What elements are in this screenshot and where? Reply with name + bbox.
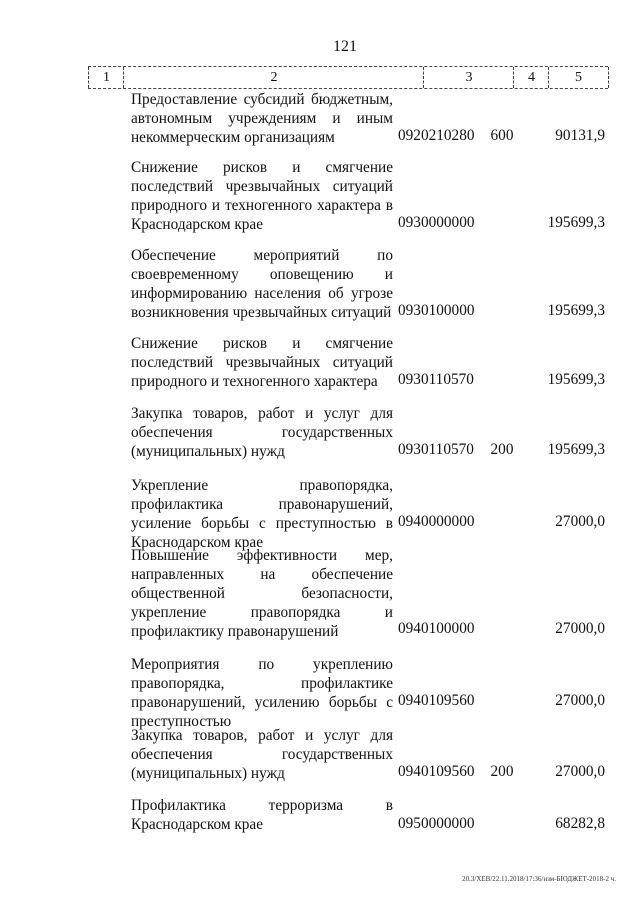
- row-type: 200: [490, 441, 514, 458]
- row-amount: 27000,0: [555, 620, 605, 637]
- row-description: Закупка товаров, работ и услуг для обеспечения государственных (муниципальных) нужд: [131, 405, 393, 460]
- row-amount: 27000,0: [555, 763, 605, 780]
- row-amount: 68282,8: [555, 815, 605, 832]
- row-type: 200: [490, 763, 514, 780]
- row-amount: 195699,3: [547, 302, 605, 319]
- header-col-5: 5: [548, 67, 609, 88]
- row-amount: 27000,0: [555, 692, 605, 709]
- row-code: 0930100000: [398, 302, 475, 319]
- row-code: 0940109560: [398, 763, 475, 780]
- row-description: Снижение рисков и смягчение последствий чрезвычайных ситуаций природного и техногенного характера: [131, 335, 393, 390]
- row-description: Снижение рисков и смягчение последствий чрезвычайных ситуаций природного и техногенного характера в Краснодарском крае: [131, 159, 393, 233]
- row-code: 0940000000: [398, 513, 475, 530]
- row-amount: 195699,3: [547, 214, 605, 231]
- row-description: Закупка товаров, работ и услуг для обеспечения государственных (муниципальных) нужд: [131, 727, 393, 782]
- header-col-4: 4: [513, 67, 549, 88]
- row-amount: 90131,9: [555, 127, 605, 144]
- row-amount: 27000,0: [555, 513, 605, 530]
- footer-stamp: 20.3/ХЕВ/22.11.2018/17:36/изм-БЮДЖЕТ-2018-2 ч.: [462, 875, 616, 883]
- header-col-1: 1: [88, 67, 124, 88]
- header-col-2: 2: [123, 67, 424, 88]
- row-description: Укрепление правопорядка, профилактика правонарушений, усиление борьбы с преступностью в Краснодарском крае: [131, 477, 393, 551]
- row-description: Мероприятия по укреплению правопорядка, профилактике правонарушений, усилению борьбы с преступностью: [131, 656, 393, 730]
- page-number: 121: [333, 38, 357, 55]
- row-type: 600: [490, 127, 514, 144]
- row-code: 0920210280: [398, 127, 475, 144]
- row-code: 0940100000: [398, 620, 475, 637]
- row-description: Повышение эффективности мер, направленных на обеспечение общественной безопасности, укрепление правопорядка и профилактику правонарушений: [131, 547, 393, 640]
- row-description: Обеспечение мероприятий по своевременному оповещению и информированию населения об угрозе возникновения чрезвычайных ситуаций: [131, 247, 393, 321]
- table-header: [88, 66, 608, 89]
- row-code: 0930110570: [398, 441, 474, 458]
- header-col-3: 3: [423, 67, 514, 88]
- row-description: Предоставление субсидий бюджетным, автономным учреждениям и иным некоммерческим организациям: [131, 91, 393, 146]
- row-code: 0950000000: [398, 815, 475, 832]
- row-code: 0940109560: [398, 692, 475, 709]
- row-description: Профилактика терроризма в Краснодарском крае: [131, 797, 393, 833]
- row-amount: 195699,3: [547, 441, 605, 458]
- row-amount: 195699,3: [547, 371, 605, 388]
- row-code: 0930000000: [398, 214, 475, 231]
- row-code: 0930110570: [398, 371, 474, 388]
